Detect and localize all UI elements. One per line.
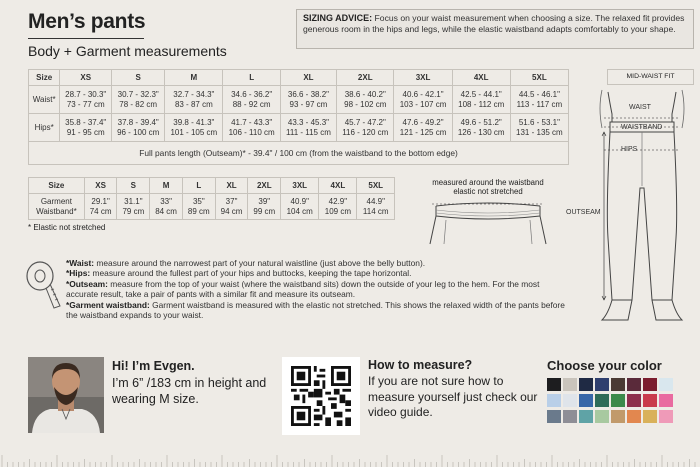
color-swatch[interactable] bbox=[547, 410, 561, 423]
hips-label: HIPS bbox=[621, 146, 638, 153]
sizing-advice-text: Focus on your waist measurement when choosing a size. The relaxed fit provides generous room in the hips and legs, while the elastic waistband adapts comfortably to your shape. bbox=[303, 13, 685, 34]
size-2xl: 2XL bbox=[248, 178, 281, 194]
table-cell: 44.9" 114 cm bbox=[357, 194, 395, 220]
full-length-row: Full pants length (Outseam)* - 39.4" / 100 cm (from the waistband to the bottom edge) bbox=[29, 142, 569, 165]
size-l: L bbox=[223, 70, 280, 86]
size-l: L bbox=[182, 178, 215, 194]
table-cell: 39.8 - 41.3" 101 - 105 cm bbox=[165, 114, 223, 142]
color-swatch[interactable] bbox=[659, 378, 673, 391]
color-swatch[interactable] bbox=[563, 410, 577, 423]
color-swatches bbox=[547, 378, 677, 423]
size-s: S bbox=[117, 178, 150, 194]
table-row bbox=[29, 114, 569, 142]
color-swatch[interactable] bbox=[563, 378, 577, 391]
elastic-note: * Elastic not stretched bbox=[28, 223, 106, 232]
table-cell: 42.9" 109 cm bbox=[319, 194, 357, 220]
table-cell: 37.8 - 39.4" 96 - 100 cm bbox=[112, 114, 165, 142]
size-5xl: 5XL bbox=[510, 70, 568, 86]
size-3xl: 3XL bbox=[394, 70, 452, 86]
table-cell: 34.6 - 36.2" 88 - 92 cm bbox=[223, 86, 280, 114]
color-swatch[interactable] bbox=[595, 378, 609, 391]
table-cell: 30.7 - 32.3" 78 - 82 cm bbox=[112, 86, 165, 114]
body-measurements-table bbox=[28, 69, 569, 165]
row-label: Hips* bbox=[29, 114, 60, 142]
color-swatch[interactable] bbox=[611, 378, 625, 391]
color-swatch[interactable] bbox=[595, 410, 609, 423]
table-cell: 33" 84 cm bbox=[150, 194, 183, 220]
size-xl: XL bbox=[215, 178, 248, 194]
sizing-advice-label: SIZING ADVICE: bbox=[303, 13, 373, 23]
color-swatch[interactable] bbox=[563, 394, 577, 407]
size-xl: XL bbox=[280, 70, 336, 86]
table-cell: 45.7 - 47.2" 116 - 120 cm bbox=[337, 114, 394, 142]
color-swatch[interactable] bbox=[547, 378, 561, 391]
size-header: Size bbox=[29, 178, 85, 194]
color-swatch[interactable] bbox=[547, 394, 561, 407]
table-cell: 36.6 - 38.2" 93 - 97 cm bbox=[280, 86, 336, 114]
size-xs: XS bbox=[60, 70, 112, 86]
color-swatch[interactable] bbox=[627, 410, 641, 423]
howto-title: How to measure? bbox=[368, 358, 473, 372]
color-swatch[interactable] bbox=[643, 394, 657, 407]
table-cell: 39" 99 cm bbox=[248, 194, 281, 220]
size-4xl: 4XL bbox=[452, 70, 510, 86]
model-description: I’m 6” /183 cm in height and wearing M size. bbox=[112, 376, 267, 406]
size-4xl: 4XL bbox=[319, 178, 357, 194]
howto-text: If you are not sure how to measure yourself just check our video guide. bbox=[368, 374, 538, 419]
table-cell: 41.7 - 43.3" 106 - 110 cm bbox=[223, 114, 280, 142]
outseam-label: OUTSEAM bbox=[566, 209, 601, 216]
table-cell: 51.6 - 53.1" 131 - 135 cm bbox=[510, 114, 568, 142]
size-header: Size bbox=[29, 70, 60, 86]
table-cell: 29.1" 74 cm bbox=[84, 194, 117, 220]
waistband-label: WAISTBAND bbox=[621, 124, 663, 131]
table-row bbox=[29, 86, 569, 114]
table-cell: 43.3 - 45.3" 111 - 115 cm bbox=[280, 114, 336, 142]
table-cell: 28.7 - 30.3" 73 - 77 cm bbox=[60, 86, 112, 114]
model-avatar bbox=[28, 357, 104, 433]
waistband-caption: measured around the waistband elastic not stretched bbox=[432, 178, 544, 196]
color-swatch[interactable] bbox=[579, 410, 593, 423]
mid-waist-fit-label: MID-WAIST FIT bbox=[607, 69, 694, 85]
size-2xl: 2XL bbox=[337, 70, 394, 86]
table-cell: 42.5 - 44.1" 108 - 112 cm bbox=[452, 86, 510, 114]
color-swatch[interactable] bbox=[595, 394, 609, 407]
page-title: Men’s pants bbox=[28, 10, 146, 33]
size-3xl: 3XL bbox=[281, 178, 319, 194]
size-m: M bbox=[165, 70, 223, 86]
table-cell: 47.6 - 49.2" 121 - 125 cm bbox=[394, 114, 452, 142]
color-swatch[interactable] bbox=[611, 410, 625, 423]
size-xs: XS bbox=[84, 178, 117, 194]
color-swatch[interactable] bbox=[643, 410, 657, 423]
color-swatch[interactable] bbox=[659, 410, 673, 423]
table-cell: 35" 89 cm bbox=[182, 194, 215, 220]
waistband-sketch-icon bbox=[418, 196, 558, 248]
table-cell: 40.6 - 42.1" 103 - 107 cm bbox=[394, 86, 452, 114]
table-cell: 35.8 - 37.4" 91 - 95 cm bbox=[60, 114, 112, 142]
sizing-advice-box bbox=[296, 9, 694, 49]
size-5xl: 5XL bbox=[357, 178, 395, 194]
color-swatch[interactable] bbox=[627, 378, 641, 391]
color-swatch[interactable] bbox=[611, 394, 625, 407]
table-cell: 38.6 - 40.2" 98 - 102 cm bbox=[337, 86, 394, 114]
waist-label: WAIST bbox=[629, 104, 651, 111]
table-cell: 37" 94 cm bbox=[215, 194, 248, 220]
size-m: M bbox=[150, 178, 183, 194]
table-row bbox=[29, 194, 395, 220]
title-divider bbox=[28, 38, 144, 39]
qr-code[interactable] bbox=[282, 357, 360, 435]
color-swatch[interactable] bbox=[627, 394, 641, 407]
garment-waistband-table bbox=[28, 177, 395, 220]
measurement-hints: *Waist: measure around the narrowest part of your natural waistline (just above the belly button). *Hips: measure around the fullest part of your hips and buttocks, keeping the tape horizontal. *Outseam: measure from the top of your waist (where the waistband sits) down the outside of your leg to the hem. For the most accurate result, take a pair of pants with a similar fit and measure its outseam. *Garment waistband: Garment waistband is measured with the elastic not stretched. This shows the relaxed width of the pants before the waistband expands to your waist. bbox=[66, 258, 565, 321]
color-swatch[interactable] bbox=[579, 378, 593, 391]
row-label: Waist* bbox=[29, 86, 60, 114]
table-cell: 44.5 - 46.1" 113 - 117 cm bbox=[510, 86, 568, 114]
row-label: Garment Waistband* bbox=[29, 194, 85, 220]
color-swatch[interactable] bbox=[643, 378, 657, 391]
color-title: Choose your color bbox=[547, 358, 662, 373]
size-s: S bbox=[112, 70, 165, 86]
qr-code-icon bbox=[291, 366, 351, 426]
table-cell: 32.7 - 34.3" 83 - 87 cm bbox=[165, 86, 223, 114]
table-cell: 31.1" 79 cm bbox=[117, 194, 150, 220]
table-cell: 40.9" 104 cm bbox=[281, 194, 319, 220]
color-swatch[interactable] bbox=[579, 394, 593, 407]
ruler-decoration bbox=[0, 445, 700, 467]
color-swatch[interactable] bbox=[659, 394, 673, 407]
page-subtitle: Body + Garment measurements bbox=[28, 43, 227, 59]
measuring-tape-icon bbox=[24, 258, 62, 310]
table-cell: 49.6 - 51.2" 126 - 130 cm bbox=[452, 114, 510, 142]
model-title: Hi! I’m Evgen. bbox=[112, 359, 195, 373]
